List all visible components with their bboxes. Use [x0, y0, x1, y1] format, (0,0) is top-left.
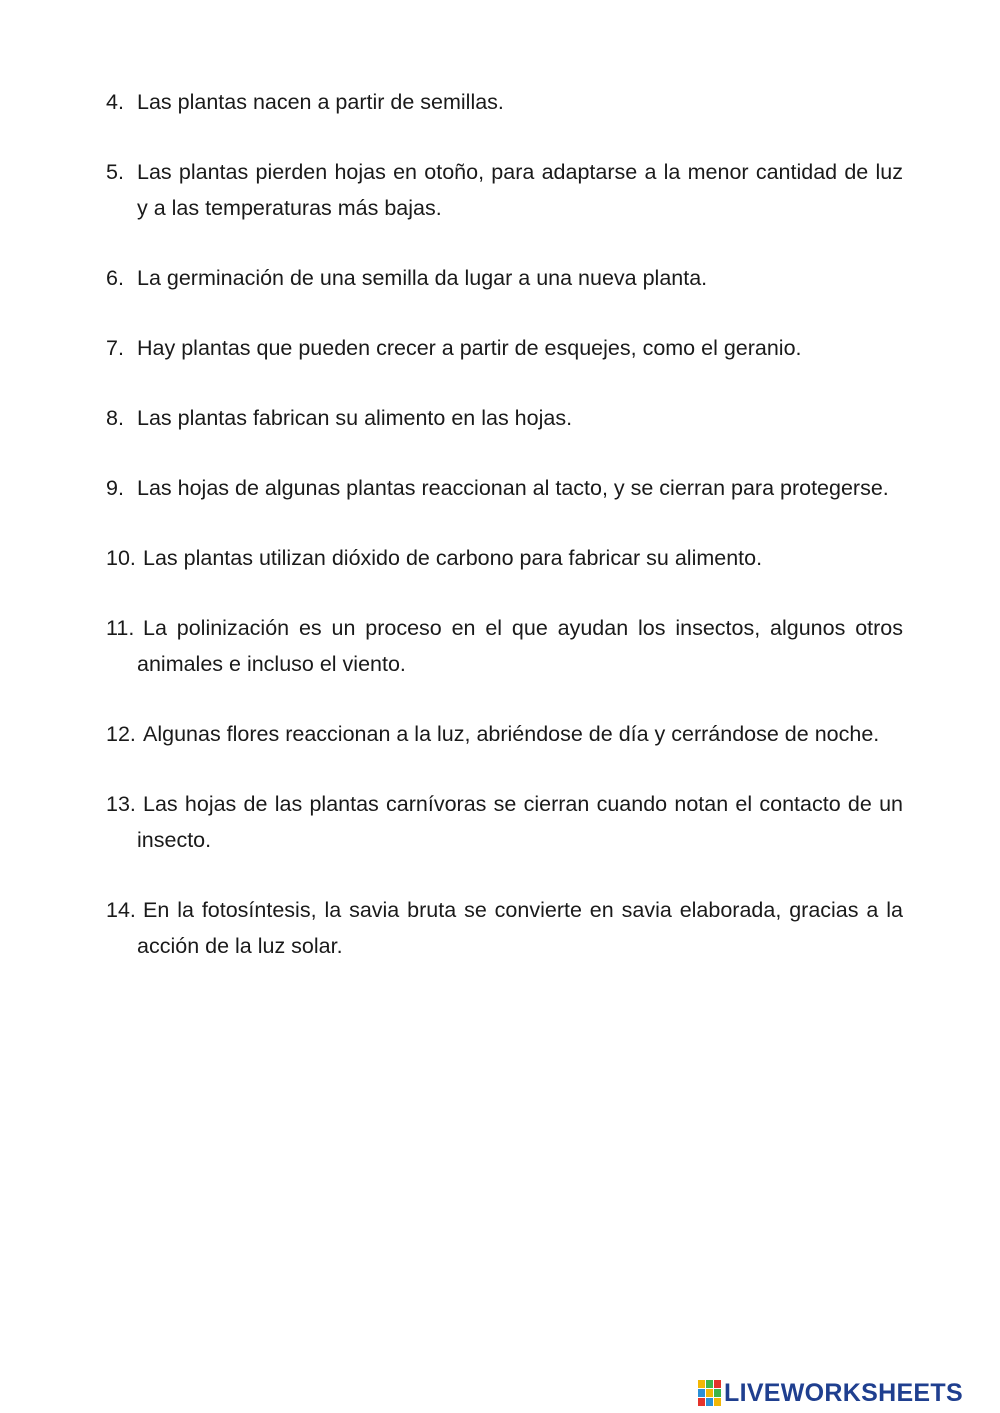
- statement-text: La polinización es un proceso en el que ayudan los insectos, algunos otros animales e incluso el viento.: [137, 616, 903, 676]
- statement-item: [106, 786, 903, 858]
- statement-text: Las plantas utilizan dióxido de carbono para fabricar su alimento.: [143, 546, 763, 570]
- statement-text: En la fotosíntesis, la savia bruta se convierte en savia elaborada, gracias a la acción de la luz solar.: [137, 898, 903, 958]
- statement-item: [106, 892, 903, 964]
- statement-number: 8.: [106, 406, 124, 430]
- statement-item: [106, 716, 903, 752]
- statement-text: Las plantas fabrican su alimento en las hojas.: [137, 406, 573, 430]
- liveworksheets-branding: [698, 1378, 963, 1408]
- statement-item: [106, 260, 903, 296]
- liveworksheets-wordmark: LIVEWORKSHEETS: [724, 1378, 963, 1407]
- statement-text: Las plantas nacen a partir de semillas.: [137, 90, 504, 114]
- worksheet-statements: [106, 84, 903, 998]
- statement-text: La germinación de una semilla da lugar a una nueva planta.: [137, 266, 708, 290]
- statement-item: [106, 84, 903, 120]
- statement-number: 14.: [106, 898, 136, 922]
- liveworksheets-logo-icon: [698, 1380, 722, 1406]
- statement-text: Las hojas de las plantas carnívoras se cierran cuando notan el contacto de un insecto.: [137, 792, 903, 852]
- statement-item: [106, 330, 903, 366]
- statement-number: 7.: [106, 336, 124, 360]
- statement-item: [106, 470, 903, 506]
- statement-number: 6.: [106, 266, 124, 290]
- statement-item: [106, 400, 903, 436]
- statement-text: Hay plantas que pueden crecer a partir de esquejes, como el geranio.: [137, 336, 802, 360]
- statement-item: [106, 540, 903, 576]
- statement-number: 4.: [106, 90, 124, 114]
- statement-text: Las hojas de algunas plantas reaccionan al tacto, y se cierran para protegerse.: [137, 476, 889, 500]
- statement-item: [106, 610, 903, 682]
- statement-text: Algunas flores reaccionan a la luz, abriéndose de día y cerrándose de noche.: [143, 722, 880, 746]
- statement-number: 9.: [106, 476, 124, 500]
- statement-number: 12.: [106, 722, 136, 746]
- statement-number: 13.: [106, 792, 136, 816]
- statement-text: Las plantas pierden hojas en otoño, para adaptarse a la menor cantidad de luz y a las temperaturas más bajas.: [137, 160, 903, 220]
- statement-number: 10.: [106, 546, 136, 570]
- statement-item: [106, 154, 903, 226]
- statement-number: 5.: [106, 160, 124, 184]
- statement-number: 11.: [106, 616, 135, 640]
